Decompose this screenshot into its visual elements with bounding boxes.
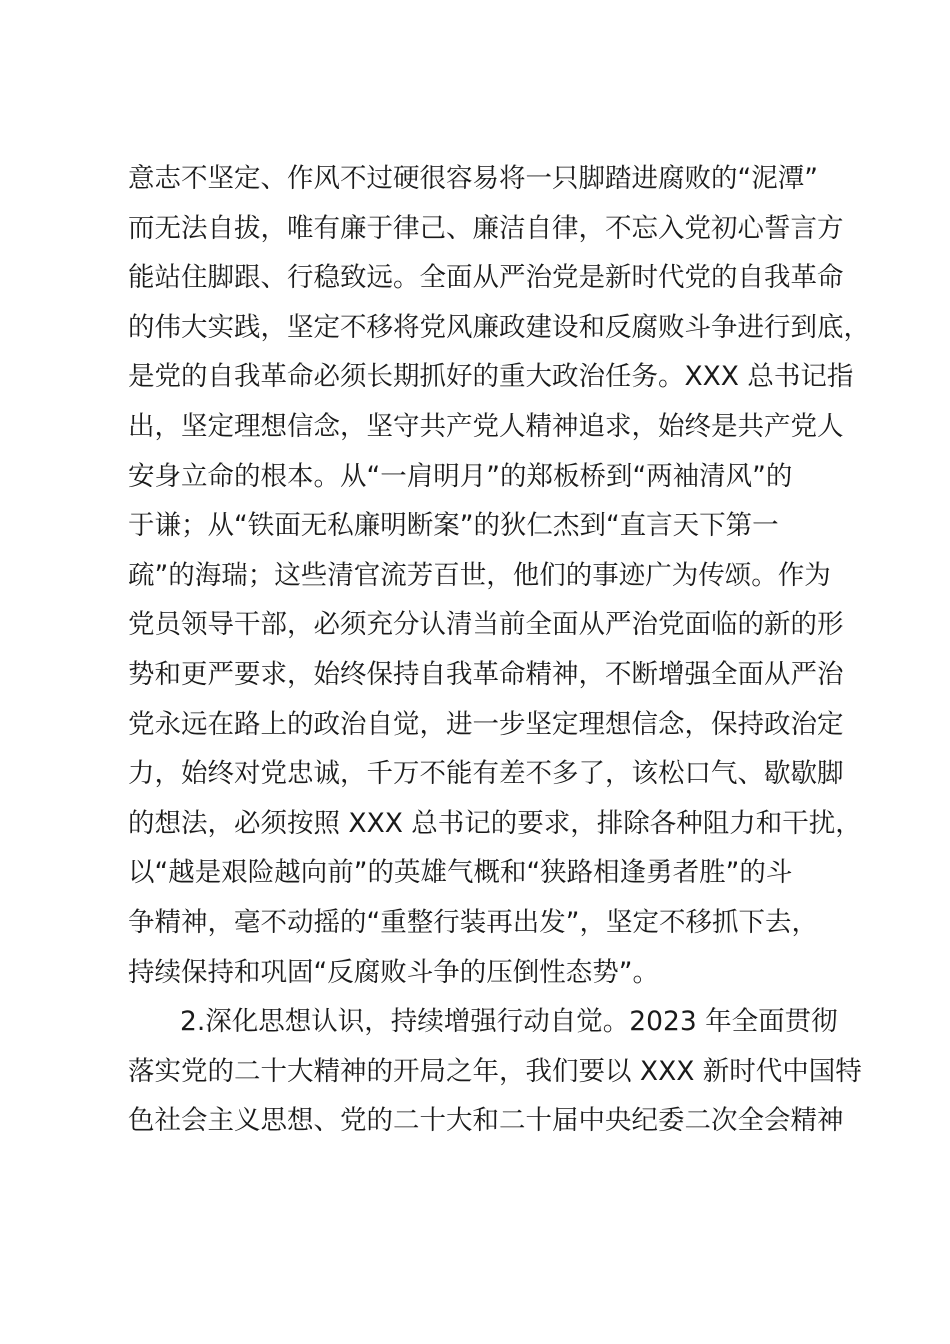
text-line: 势和更严要求，始终保持自我革命精神，不断增强全面从严治	[128, 658, 844, 690]
text-line: 党永远在路上的政治自觉，进一步坚定理想信念，保持政治定	[128, 708, 844, 740]
text-line: 意志不坚定、作风不过硬很容易将一只脚踏进腐败的“泥潭”	[128, 163, 818, 194]
text-line: 的想法，必须按照 XXX 总书记的要求，排除各种阻力和干扰，	[128, 807, 862, 839]
text-line: 疏”的海瑞；这些清官流芳百世，他们的事迹广为传颂。作为	[128, 559, 831, 591]
text-line: 是党的自我革命必须长期抓好的重大政治任务。XXX 总书记指	[128, 361, 854, 393]
body-text	[128, 154, 870, 1146]
text-line: 出，坚定理想信念，坚守共产党人精神追求，始终是共产党人	[128, 410, 844, 442]
text-line: 持续保持和巩固“反腐败斗争的压倒性态势”。	[128, 956, 659, 988]
text-line: 力，始终对党忠诚，千万不能有差不多了，该松口气、歇歇脚	[128, 758, 844, 790]
text-line: 落实党的二十大精神的开局之年，我们要以 XXX 新时代中国特	[128, 1055, 862, 1087]
text-line: 以“越是艰险越向前”的英雄气概和“狭路相逢勇者胜”的斗	[128, 857, 793, 889]
text-line: 色社会主义思想、党的二十大和二十届中央纪委二次全会精神	[128, 1105, 844, 1137]
text-line: 于谦；从“铁面无私廉明断案”的狄仁杰到“直言天下第一	[128, 510, 779, 542]
text-line: 而无法自拔，唯有廉于律己、廉洁自律，不忘入党初心誓言方	[128, 212, 844, 244]
text-line: 的伟大实践，坚定不移将党风廉政建设和反腐败斗争进行到底，	[128, 311, 870, 343]
text-line: 争精神，毫不动摇的“重整行装再出发”，坚定不移抓下去，	[128, 906, 818, 938]
text-line: 安身立命的根本。从“一肩明月”的郑板桥到“两袖清风”的	[128, 460, 793, 492]
section-heading-line: 2.深化思想认识，持续增强行动自觉。2023 年全面贯彻	[180, 1006, 838, 1038]
text-line: 能站住脚跟、行稳致远。全面从严治党是新时代党的自我革命	[128, 262, 844, 294]
text-line: 党员领导干部，必须充分认清当前全面从严治党面临的新的形	[128, 609, 844, 641]
